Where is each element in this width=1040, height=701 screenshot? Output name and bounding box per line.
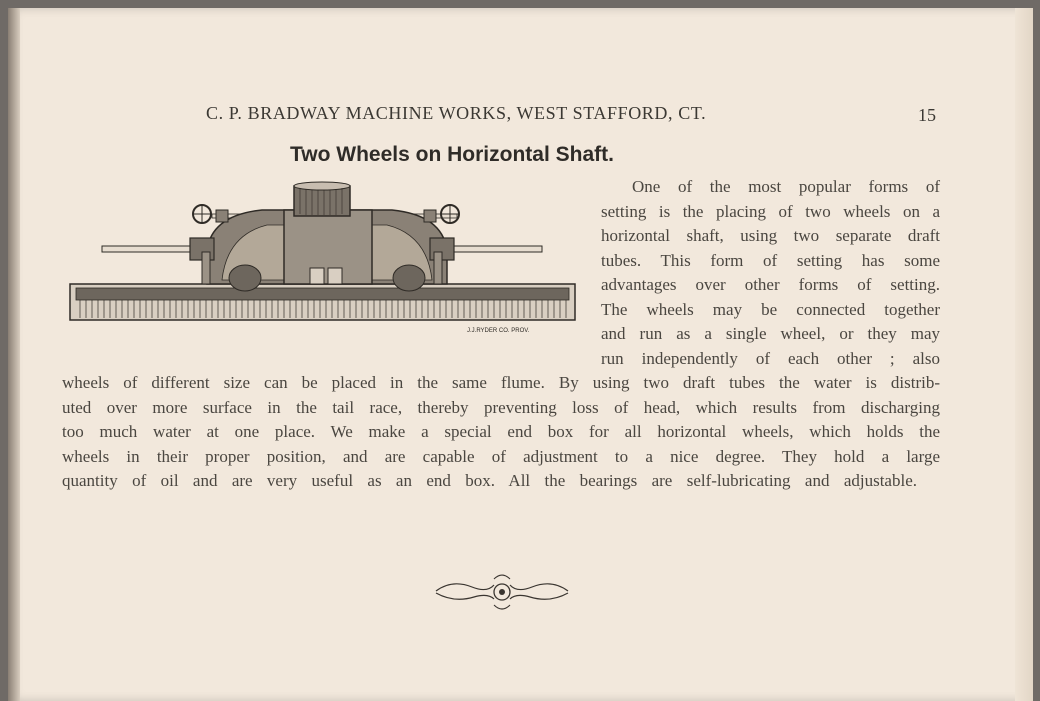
horizontal-shaft-turbine-engraving	[62, 180, 582, 340]
hand-wheel-left	[193, 205, 228, 223]
page-number: 15	[918, 105, 936, 125]
body-line-13: quantity of oil and are very useful as an end box. All the bearings are self-lubricating and adjustable.	[62, 471, 917, 490]
body-line-3: horizontal shaft, using two separate draft	[601, 226, 940, 245]
engraver-credit: J.J.RYDER CO. PROV.	[467, 328, 530, 334]
body-line-9: wheels of different size can be placed in the same flume. By using two draft tubes the water is distrib-	[62, 373, 940, 392]
end-box-right	[430, 238, 454, 284]
hand-wheel-right	[424, 205, 459, 223]
body-line-12: wheels in their proper position, and are capable of adjustment to a nice degree. They hold a large	[62, 447, 940, 466]
body-line-4: tubes. This form of setting has some	[601, 251, 940, 270]
book-spine-shadow	[8, 8, 20, 701]
base-trough	[70, 284, 575, 320]
section-title: Two Wheels on Horizontal Shaft.	[290, 143, 614, 166]
body-line-2: setting is the placing of two wheels on a	[601, 202, 940, 221]
decorative-ornament	[432, 569, 572, 615]
running-head: C. P. BRADWAY MACHINE WORKS, WEST STAFFORD, CT.	[206, 103, 707, 123]
body-line-6: The wheels may be connected together	[601, 300, 940, 319]
body-line-1: One of the most popular forms of	[632, 177, 940, 196]
body-line-8: run independently of each other ; also	[601, 349, 940, 368]
body-line-7: and run as a single wheel, or they may	[601, 324, 940, 343]
page-edge	[1015, 8, 1033, 701]
end-box-left	[190, 238, 214, 284]
body-line-11: too much water at one place. We make a special end box for all horizontal wheels, which holds the	[62, 422, 940, 441]
body-line-10: uted over more surface in the tail race, thereby preventing loss of head, which results from discharging	[62, 398, 940, 417]
body-line-5: advantages over other forms of setting.	[601, 275, 940, 294]
central-casing	[284, 182, 372, 284]
